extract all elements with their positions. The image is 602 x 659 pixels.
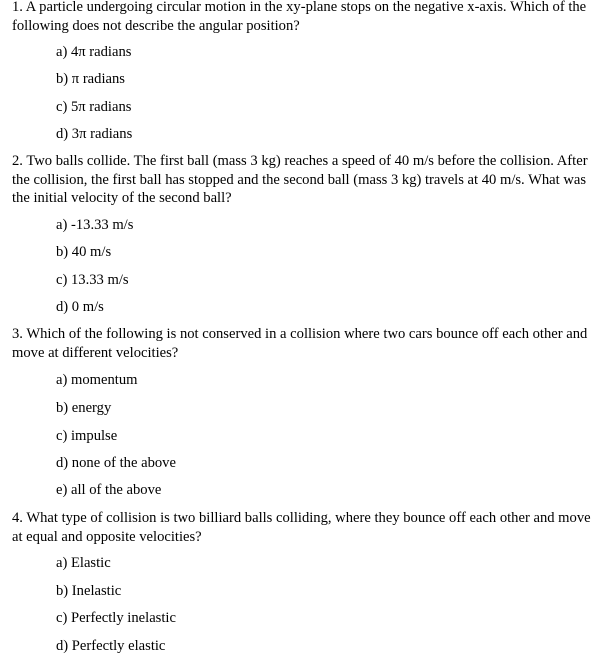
question-4-option-d: d) Perfectly elastic [56, 638, 166, 654]
question-2-option-c: c) 13.33 m/s [56, 272, 129, 288]
question-2-option-a: a) -13.33 m/s [56, 217, 134, 233]
question-2-option-b: b) 40 m/s [56, 244, 112, 260]
question-1-option-b: b) π radians [56, 71, 125, 87]
question-2-option-d: d) 0 m/s [56, 299, 104, 315]
question-3-option-d: d) none of the above [56, 455, 176, 471]
question-4-text: 4. What type of collision is two billiard balls colliding, where they bounce off each other and move at equal and opposite velocities? [12, 510, 591, 545]
question-1-option-a: a) 4π radians [56, 44, 132, 60]
question-3-text: 3. Which of the following is not conserved in a collision where two cars bounce off each other and move at different velocities? [12, 326, 588, 361]
question-4-option-b: b) Inelastic [56, 583, 122, 599]
question-1-text: 1. A particle undergoing circular motion in the xy-plane stops on the negative x-axis. Which of the following does not describe the angular position? [12, 0, 587, 34]
question-3-option-a: a) momentum [56, 372, 138, 388]
question-3-option-c: c) impulse [56, 428, 118, 444]
question-3-option-b: b) energy [56, 400, 112, 416]
question-4-option-c: c) Perfectly inelastic [56, 610, 176, 626]
question-1-option-d: d) 3π radians [56, 126, 133, 142]
question-2-text: 2. Two balls collide. The first ball (mass 3 kg) reaches a speed of 40 m/s before the collision. After the collision, the first ball has stopped and the second ball (mass 3 kg) travels at 40 m/s. What was the initial velocity of the second ball? [12, 153, 588, 206]
question-3-option-e: e) all of the above [56, 482, 162, 498]
question-4-option-a: a) Elastic [56, 555, 111, 571]
question-1-option-c: c) 5π radians [56, 99, 132, 115]
